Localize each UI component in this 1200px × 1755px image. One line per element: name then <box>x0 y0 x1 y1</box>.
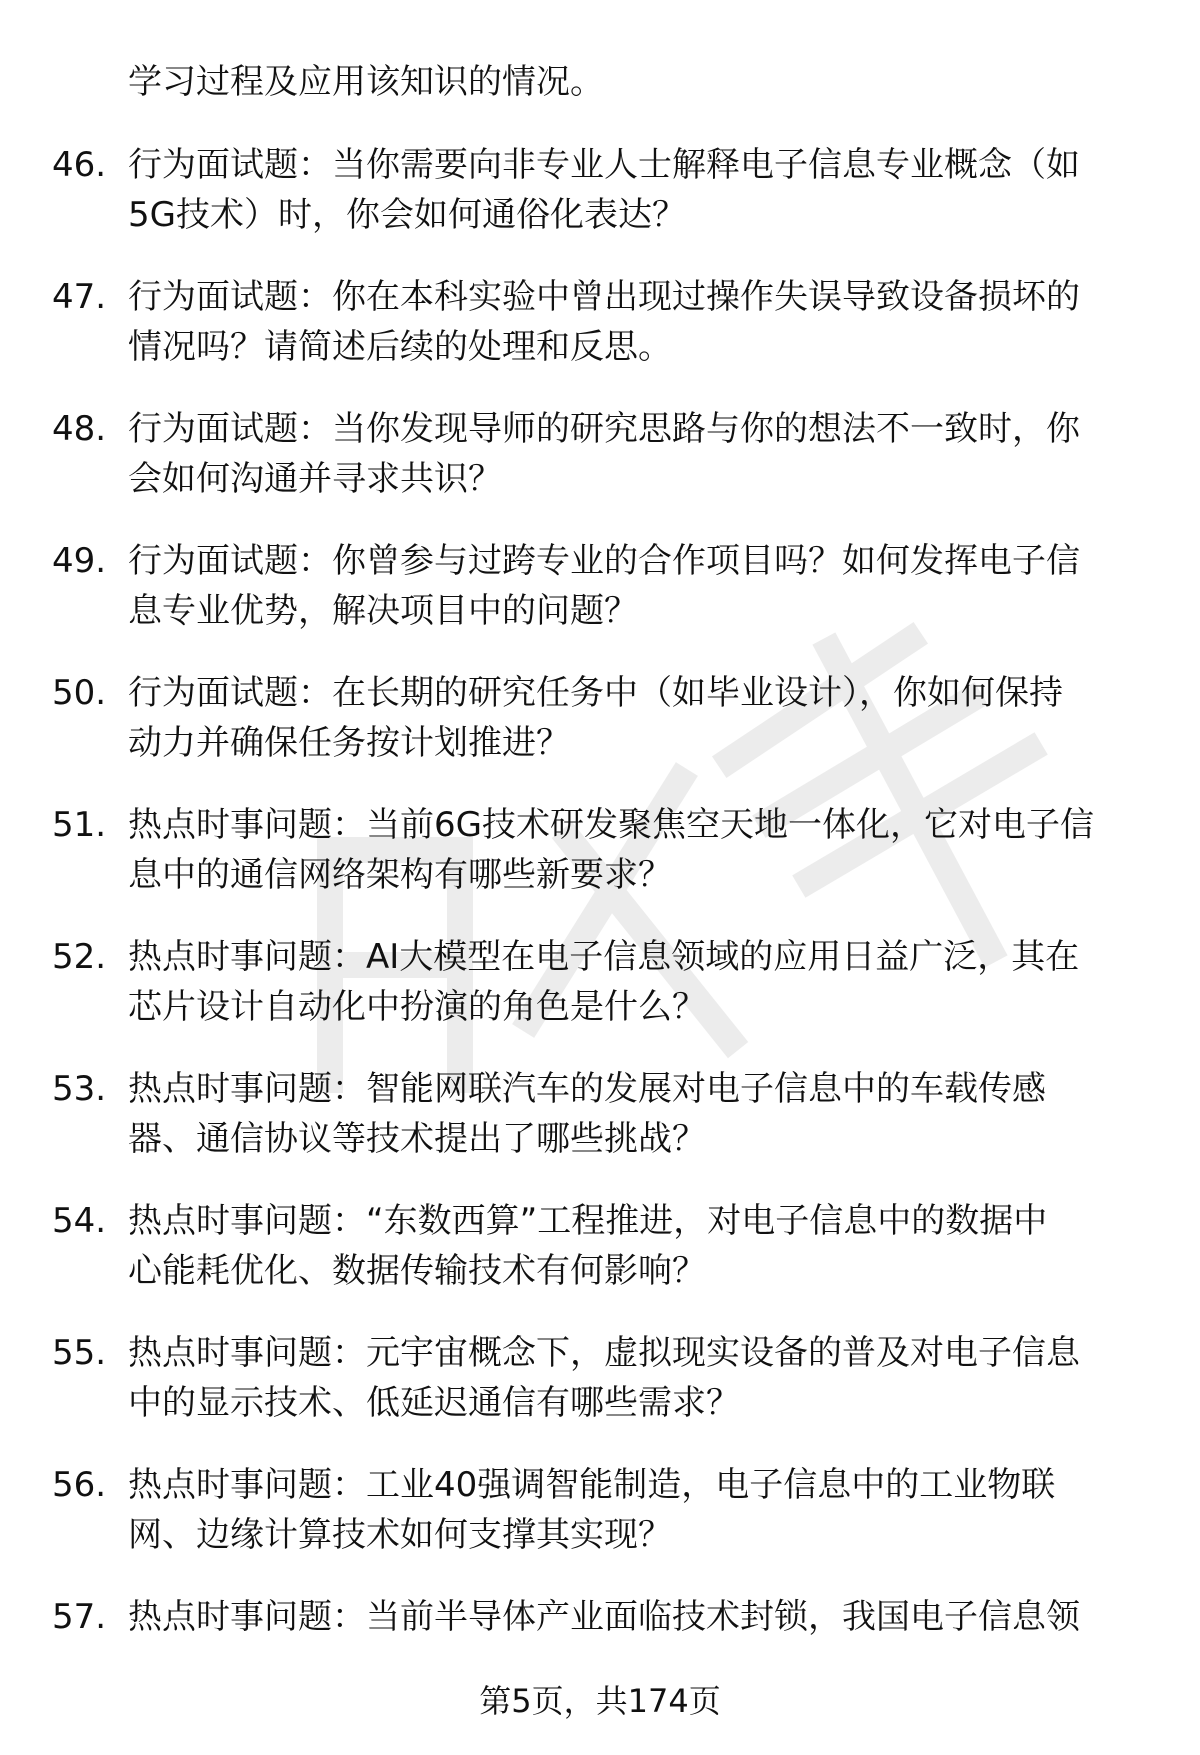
question-line: 器、通信协议等技术提出了哪些挑战？ <box>128 1119 706 1159</box>
question-number: 53. <box>52 1069 107 1109</box>
question-item <box>0 1328 1200 1430</box>
question-number: 46. <box>52 145 107 185</box>
question-text <box>128 536 1150 636</box>
question-text <box>128 140 1150 240</box>
question-line: 网、边缘计算技术如何支撑其实现？ <box>128 1515 672 1555</box>
question-text <box>128 404 1150 504</box>
question-number: 57. <box>52 1597 107 1637</box>
question-item <box>0 932 1200 1034</box>
question-text <box>128 1064 1150 1164</box>
question-text <box>128 800 1150 900</box>
question-list <box>0 140 1200 1724</box>
question-item <box>0 140 1200 242</box>
question-line: 情况吗？请简述后续的处理和反思。 <box>128 327 672 367</box>
question-text <box>128 668 1150 768</box>
question-number: 56. <box>52 1465 107 1505</box>
question-number: 49. <box>52 541 107 581</box>
question-number: 52. <box>52 937 107 977</box>
question-line: 热点时事问题：AI大模型在电子信息领域的应用日益广泛，其在 <box>128 937 1080 977</box>
question-line: 芯片设计自动化中扮演的角色是什么？ <box>128 987 706 1027</box>
page-footer: 第5页，共174页 <box>479 1682 721 1720</box>
question-item <box>0 668 1200 770</box>
question-item <box>0 800 1200 902</box>
question-text <box>128 1196 1150 1296</box>
question-line: 息中的通信网络架构有哪些新要求？ <box>128 855 672 895</box>
question-number: 54. <box>52 1201 107 1241</box>
question-text <box>128 1460 1150 1560</box>
continuation-text: 学习过程及应用该知识的情况。 <box>128 62 604 102</box>
question-line: 行为面试题：当你发现导师的研究思路与你的想法不一致时，你 <box>128 409 1080 449</box>
question-line: 热点时事问题：当前6G技术研发聚焦空天地一体化，它对电子信 <box>128 805 1094 845</box>
question-text <box>128 1328 1150 1428</box>
question-item <box>0 1460 1200 1562</box>
question-line: 热点时事问题：元宇宙概念下，虚拟现实设备的普及对电子信息 <box>128 1333 1080 1373</box>
question-number: 47. <box>52 277 107 317</box>
question-item <box>0 272 1200 374</box>
question-line: 息专业优势，解决项目中的问题？ <box>128 591 638 631</box>
question-line: 动力并确保任务按计划推进？ <box>128 723 570 763</box>
question-number: 48. <box>52 409 107 449</box>
question-line: 5G技术）时，你会如何通俗化表达？ <box>128 195 686 235</box>
question-line: 热点时事问题：智能网联汽车的发展对电子信息中的车载传感 <box>128 1069 1046 1109</box>
question-line: 中的显示技术、低延迟通信有哪些需求？ <box>128 1383 740 1423</box>
question-line: 行为面试题：当你需要向非专业人士解释电子信息专业概念（如 <box>128 145 1080 185</box>
question-line: 会如何沟通并寻求共识？ <box>128 459 502 499</box>
question-text <box>128 932 1150 1032</box>
question-line: 热点时事问题：当前半导体产业面临技术封锁，我国电子信息领 <box>128 1597 1080 1637</box>
question-number: 51. <box>52 805 107 845</box>
question-line: 心能耗优化、数据传输技术有何影响？ <box>128 1251 706 1291</box>
question-item <box>0 536 1200 638</box>
question-line: 行为面试题：在长期的研究任务中（如毕业设计），你如何保持 <box>128 673 1063 713</box>
question-item <box>0 1196 1200 1298</box>
question-line: 热点时事问题：工业40强调智能制造，电子信息中的工业物联 <box>128 1465 1056 1505</box>
question-line: 行为面试题：你曾参与过跨专业的合作项目吗？如何发挥电子信 <box>128 541 1080 581</box>
question-number: 55. <box>52 1333 107 1373</box>
question-text <box>128 272 1150 372</box>
question-line: 行为面试题：你在本科实验中曾出现过操作失误导致设备损坏的 <box>128 277 1080 317</box>
question-line: 热点时事问题：“东数西算”工程推进，对电子信息中的数据中 <box>128 1201 1048 1241</box>
question-item <box>0 1064 1200 1166</box>
question-item <box>0 404 1200 506</box>
question-text <box>128 1592 1150 1642</box>
question-number: 50. <box>52 673 107 713</box>
